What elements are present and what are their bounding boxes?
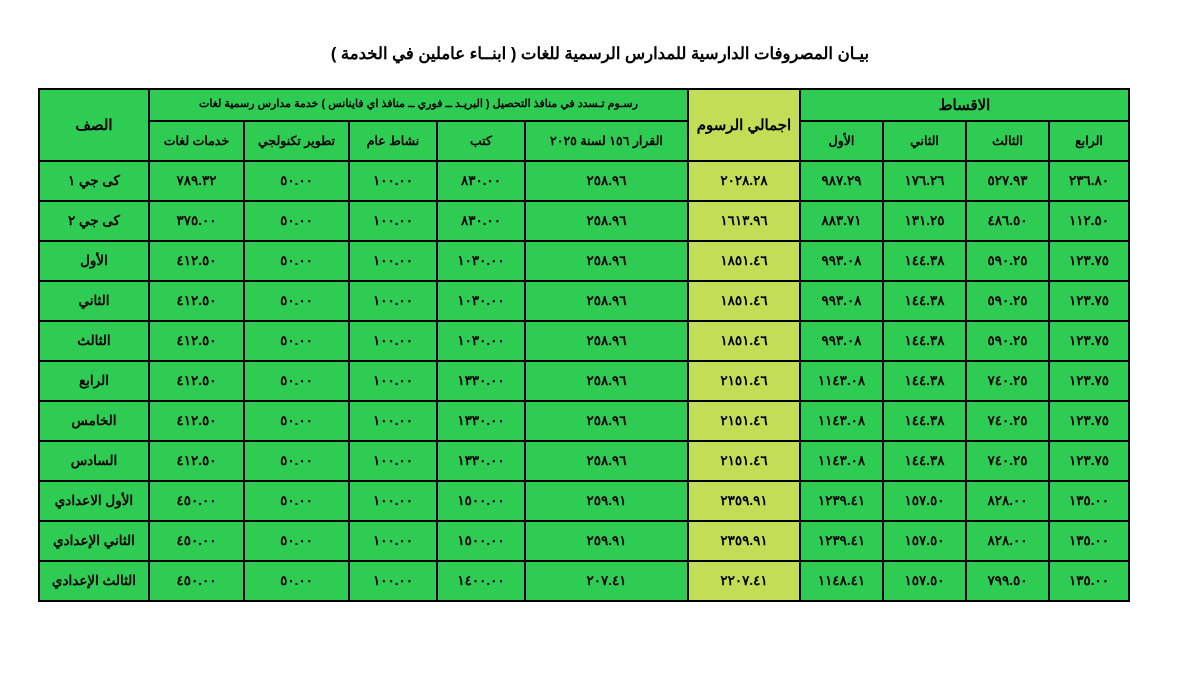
table-row	[39, 481, 1129, 521]
cell-installment-fourth: ١٣٥.٠٠	[1049, 521, 1129, 561]
cell-installment-first: ٩٨٧.٢٩	[800, 161, 883, 201]
table-row	[39, 201, 1129, 241]
header-installment-first: الأول	[800, 121, 883, 161]
header-row-sub	[39, 121, 1129, 161]
cell-general-activity: ١٠٠.٠٠	[349, 161, 437, 201]
cell-installment-second: ١٥٧.٥٠	[883, 521, 966, 561]
cell-tech-development: ٥٠.٠٠	[244, 481, 349, 521]
table-row	[39, 241, 1129, 281]
cell-installment-third: ٨٢٨.٠٠	[966, 481, 1049, 521]
cell-grade: السادس	[39, 441, 149, 481]
cell-tech-development: ٥٠.٠٠	[244, 201, 349, 241]
cell-total-fees: ٢١٥١.٤٦	[688, 361, 800, 401]
cell-collection-fees: ٢٥٨.٩٦	[525, 361, 688, 401]
cell-installment-second: ١٤٤.٣٨	[883, 401, 966, 441]
cell-total-fees: ٢٠٢٨.٢٨	[688, 161, 800, 201]
table-row	[39, 521, 1129, 561]
cell-installment-first: ٨٨٣.٧١	[800, 201, 883, 241]
cell-installment-first: ١١٤٣.٠٨	[800, 361, 883, 401]
header-installment-fourth: الرابع	[1049, 121, 1129, 161]
header-installment-third: الثالث	[966, 121, 1049, 161]
cell-total-fees: ١٨٥١.٤٦	[688, 281, 800, 321]
cell-tech-development: ٥٠.٠٠	[244, 521, 349, 561]
header-collection-group	[149, 89, 688, 121]
cell-grade: الأول الاعدادي	[39, 481, 149, 521]
cell-tech-development: ٥٠.٠٠	[244, 401, 349, 441]
header-total-fees: اجمالي الرسوم	[688, 89, 800, 161]
cell-books: ١٣٣٠.٠٠	[437, 441, 525, 481]
cell-grade: الرابع	[39, 361, 149, 401]
cell-installment-second: ١٤٤.٣٨	[883, 361, 966, 401]
cell-general-activity: ١٠٠.٠٠	[349, 201, 437, 241]
cell-language-services: ٤١٢.٥٠	[149, 401, 244, 441]
cell-tech-development: ٥٠.٠٠	[244, 241, 349, 281]
cell-installment-fourth: ١٣٥.٠٠	[1049, 481, 1129, 521]
cell-language-services: ٤١٢.٥٠	[149, 281, 244, 321]
cell-books: ٨٣٠.٠٠	[437, 161, 525, 201]
cell-language-services: ٧٨٩.٣٢	[149, 161, 244, 201]
cell-installment-third: ٨٢٨.٠٠	[966, 521, 1049, 561]
cell-collection-fees: ٢٥٨.٩٦	[525, 441, 688, 481]
cell-installment-second: ١٥٧.٥٠	[883, 481, 966, 521]
cell-books: ١٣٣٠.٠٠	[437, 401, 525, 441]
header-collection-line1: رسـوم تـسدد في منافذ التحصيل ( البريـد ــ فوري ــ منافذ اي فاينانس ) خدمة مدارس رسمية لغات	[199, 98, 638, 111]
cell-books: ١٤٠٠.٠٠	[437, 561, 525, 601]
cell-installment-fourth: ١٢٣.٧٥	[1049, 401, 1129, 441]
cell-general-activity: ١٠٠.٠٠	[349, 441, 437, 481]
cell-tech-development: ٥٠.٠٠	[244, 361, 349, 401]
cell-grade: الخامس	[39, 401, 149, 441]
cell-language-services: ٤٥٠.٠٠	[149, 521, 244, 561]
cell-collection-fees: ٢٥٩.٩١	[525, 481, 688, 521]
cell-installment-first: ٩٩٣.٠٨	[800, 281, 883, 321]
cell-language-services: ٣٧٥.٠٠	[149, 201, 244, 241]
cell-collection-fees: ٢٠٧.٤١	[525, 561, 688, 601]
cell-installment-third: ٥٩٠.٢٥	[966, 241, 1049, 281]
cell-installment-fourth: ١١٢.٥٠	[1049, 201, 1129, 241]
header-books: كتب	[437, 121, 525, 161]
cell-installment-third: ٧٤٠.٢٥	[966, 441, 1049, 481]
cell-total-fees: ١٨٥١.٤٦	[688, 241, 800, 281]
cell-installment-fourth: ١٣٥.٠٠	[1049, 561, 1129, 601]
table-row	[39, 321, 1129, 361]
cell-general-activity: ١٠٠.٠٠	[349, 401, 437, 441]
cell-installment-third: ٧٩٩.٥٠	[966, 561, 1049, 601]
cell-installment-first: ٩٩٣.٠٨	[800, 321, 883, 361]
cell-language-services: ٤٥٠.٠٠	[149, 561, 244, 601]
cell-installment-fourth: ١٢٣.٧٥	[1049, 241, 1129, 281]
cell-installment-second: ١٧٦.٢٦	[883, 161, 966, 201]
table-row	[39, 161, 1129, 201]
cell-installment-fourth: ١٢٣.٧٥	[1049, 321, 1129, 361]
cell-installment-fourth: ١٢٣.٧٥	[1049, 441, 1129, 481]
cell-general-activity: ١٠٠.٠٠	[349, 361, 437, 401]
page-title: بيـان المصروفات الدارسية للمدارس الرسمية للغات ( ابنــاء عاملين في الخدمة )	[330, 45, 870, 63]
cell-installment-first: ١٢٣٩.٤١	[800, 521, 883, 561]
cell-total-fees: ٢٢٠٧.٤١	[688, 561, 800, 601]
cell-installment-third: ٥٩٠.٢٥	[966, 321, 1049, 361]
cell-collection-fees: ٢٥٨.٩٦	[525, 281, 688, 321]
cell-books: ١٥٠٠.٠٠	[437, 521, 525, 561]
cell-language-services: ٤١٢.٥٠	[149, 241, 244, 281]
cell-general-activity: ١٠٠.٠٠	[349, 561, 437, 601]
cell-total-fees: ٢٣٥٩.٩١	[688, 521, 800, 561]
cell-collection-fees: ٢٥٨.٩٦	[525, 401, 688, 441]
cell-general-activity: ١٠٠.٠٠	[349, 481, 437, 521]
cell-collection-fees: ٢٥٨.٩٦	[525, 201, 688, 241]
table-row	[39, 361, 1129, 401]
header-row-group	[39, 89, 1129, 121]
cell-collection-fees: ٢٥٨.٩٦	[525, 321, 688, 361]
cell-grade: الثالث الإعدادي	[39, 561, 149, 601]
cell-language-services: ٤٥٠.٠٠	[149, 481, 244, 521]
cell-books: ١٥٠٠.٠٠	[437, 481, 525, 521]
cell-installment-fourth: ٢٣٦.٨٠	[1049, 161, 1129, 201]
cell-language-services: ٤١٢.٥٠	[149, 441, 244, 481]
fees-table-container	[51, 88, 1130, 602]
cell-general-activity: ١٠٠.٠٠	[349, 321, 437, 361]
cell-total-fees: ١٨٥١.٤٦	[688, 321, 800, 361]
cell-grade: الثاني	[39, 281, 149, 321]
cell-total-fees: ٢١٥١.٤٦	[688, 441, 800, 481]
cell-installment-third: ٥٩٠.٢٥	[966, 281, 1049, 321]
table-row	[39, 561, 1129, 601]
cell-installment-second: ١٤٤.٣٨	[883, 441, 966, 481]
cell-tech-development: ٥٠.٠٠	[244, 441, 349, 481]
cell-installment-first: ١٢٣٩.٤١	[800, 481, 883, 521]
cell-collection-fees: ٢٥٨.٩٦	[525, 241, 688, 281]
header-tech-development: تطوير تكنولجي	[244, 121, 349, 161]
cell-installment-third: ٤٨٦.٥٠	[966, 201, 1049, 241]
cell-total-fees: ١٦١٣.٩٦	[688, 201, 800, 241]
cell-installment-second: ١٣١.٢٥	[883, 201, 966, 241]
cell-total-fees: ٢٣٥٩.٩١	[688, 481, 800, 521]
cell-general-activity: ١٠٠.٠٠	[349, 281, 437, 321]
cell-grade: الثاني الإعدادي	[39, 521, 149, 561]
cell-grade: الأول	[39, 241, 149, 281]
cell-books: ١٠٣٠.٠٠	[437, 241, 525, 281]
cell-language-services: ٤١٢.٥٠	[149, 361, 244, 401]
cell-installment-third: ٧٤٠.٢٥	[966, 361, 1049, 401]
cell-grade: كى جي ٢	[39, 201, 149, 241]
table-row	[39, 281, 1129, 321]
cell-tech-development: ٥٠.٠٠	[244, 161, 349, 201]
header-installments-group: الاقساط	[800, 89, 1129, 121]
school-fees-table	[38, 88, 1130, 602]
cell-language-services: ٤١٢.٥٠	[149, 321, 244, 361]
cell-installment-first: ١١٤٣.٠٨	[800, 401, 883, 441]
header-grade: الصف	[39, 89, 149, 161]
cell-tech-development: ٥٠.٠٠	[244, 321, 349, 361]
cell-installment-first: ١١٤٣.٠٨	[800, 441, 883, 481]
cell-collection-fees: ٢٥٨.٩٦	[525, 161, 688, 201]
cell-installment-first: ١١٤٨.٤١	[800, 561, 883, 601]
cell-installment-second: ١٤٤.٣٨	[883, 321, 966, 361]
header-installment-second: الثاني	[883, 121, 966, 161]
cell-installment-first: ٩٩٣.٠٨	[800, 241, 883, 281]
table-header	[39, 89, 1129, 161]
header-collection-decree: القرار ١٥٦ لسنة ٢٠٢٥	[525, 121, 688, 161]
cell-installment-third: ٥٢٧.٩٣	[966, 161, 1049, 201]
cell-installment-second: ١٤٤.٣٨	[883, 281, 966, 321]
header-general-activity: نشاط عام	[349, 121, 437, 161]
cell-books: ٨٣٠.٠٠	[437, 201, 525, 241]
cell-general-activity: ١٠٠.٠٠	[349, 521, 437, 561]
cell-grade: كى جي ١	[39, 161, 149, 201]
cell-books: ١٠٣٠.٠٠	[437, 281, 525, 321]
cell-total-fees: ٢١٥١.٤٦	[688, 401, 800, 441]
cell-installment-second: ١٥٧.٥٠	[883, 561, 966, 601]
cell-installment-second: ١٤٤.٣٨	[883, 241, 966, 281]
table-row	[39, 441, 1129, 481]
cell-collection-fees: ٢٥٩.٩١	[525, 521, 688, 561]
cell-installment-fourth: ١٢٣.٧٥	[1049, 361, 1129, 401]
cell-books: ١٠٣٠.٠٠	[437, 321, 525, 361]
table-row	[39, 401, 1129, 441]
cell-general-activity: ١٠٠.٠٠	[349, 241, 437, 281]
cell-installment-fourth: ١٢٣.٧٥	[1049, 281, 1129, 321]
cell-tech-development: ٥٠.٠٠	[244, 281, 349, 321]
cell-books: ١٣٣٠.٠٠	[437, 361, 525, 401]
table-body	[39, 161, 1129, 601]
cell-grade: الثالث	[39, 321, 149, 361]
header-language-services: خدمات لغات	[149, 121, 244, 161]
cell-installment-third: ٧٤٠.٢٥	[966, 401, 1049, 441]
cell-tech-development: ٥٠.٠٠	[244, 561, 349, 601]
